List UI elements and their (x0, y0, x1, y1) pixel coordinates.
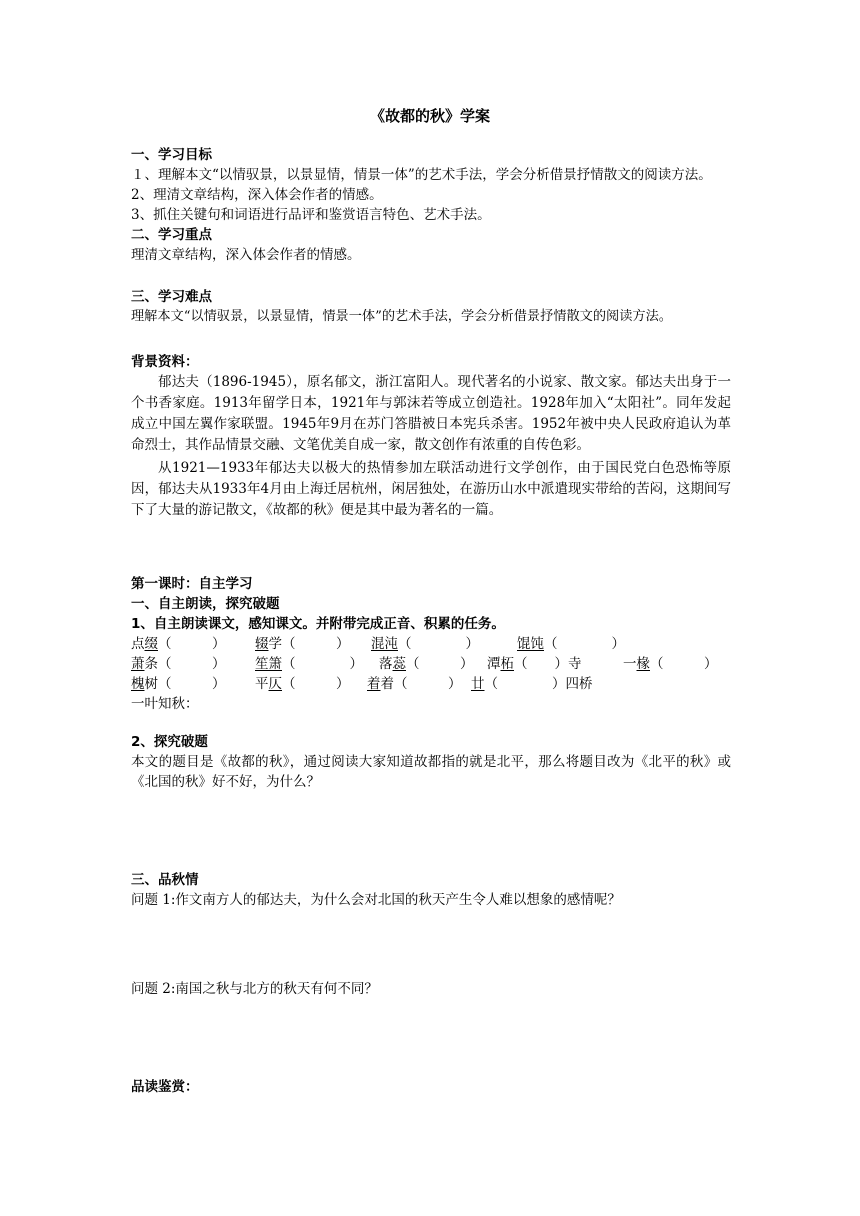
section3 (131, 870, 731, 910)
document-title: 《故都的秋》学案 (369, 107, 490, 125)
lesson1-sub2: 2、探究破题 (131, 734, 208, 750)
section3-q2-block (131, 979, 731, 999)
goals-heading: 一、学习目标 (131, 147, 212, 163)
background-section (131, 352, 731, 521)
vocab-idiom: 一叶知秋： (131, 696, 199, 712)
lesson1-sub2-text: 本文的题目是《故都的秋》，通过阅读大家知道故都指的就是北平，那么将题目改为《北平的秋》或《北国的秋》好不好，为什么？ (131, 754, 731, 790)
vocab-item: 馄饨（ ） (517, 636, 625, 652)
goal-item-1: １、理解本文“以情驭景，以景显情，情景一体”的艺术手法，学会分析借景抒情散文的阅读方法。 (131, 167, 712, 183)
vocab-row-1 (131, 634, 731, 654)
vocab-item: 槐树（ ） (131, 676, 226, 692)
appreciation-block (131, 1077, 731, 1097)
section3-question-2: 问题 2:南国之秋与北方的秋天有何不同？ (131, 981, 378, 997)
section3-heading: 三、品秋情 (131, 872, 199, 888)
goal-item-2: 2、理清文章结构，深入体会作者的情感。 (131, 187, 383, 203)
vocab-item: 萧条（ ） (131, 656, 226, 672)
vocab-row-3 (131, 674, 731, 694)
difficulty-section (131, 287, 731, 327)
lesson1-section (131, 574, 731, 714)
vocab-item: 一椽（ ） (623, 656, 718, 672)
background-heading: 背景资料： (131, 354, 199, 370)
goals-section (131, 145, 731, 265)
lesson1-heading: 第一课时：自主学习 (131, 576, 253, 592)
background-paragraph-1: 郁达夫（1896-1945），原名郁文，浙江富阳人。现代著名的小说家、散文家。郁达夫出身于一个书香家庭。1913年留学日本，1921年与郭沫若等成立创造社。1928年加入“太阳社”。同年发起成立中国左翼作家联盟。1945年9月在苏门答腊被日本宪兵杀害。1952年被中央人民政府追认为革命烈士，其作品情景交融、文笔优美自成一家，散文创作有浓重的自传色彩。 (131, 374, 731, 453)
vocab-item: 着着（ ） (367, 676, 462, 692)
background-paragraph-2: 从1921—1933年郁达夫以极大的热情参加左联活动进行文学创作，由于国民党白色恐怖等原因，郁达夫从1933年4月由上海迁居杭州，闲居独处，在游历山水中派遣现实带给的苦闷，这期间写下了大量的游记散文，《故都的秋》便是其中最为著名的一篇。 (131, 460, 731, 518)
difficulty-text: 理解本文“以情驭景，以景显情，情景一体”的艺术手法，学会分析借景抒情散文的阅读方法。 (131, 309, 672, 324)
vocab-item: 落蕊（ ） (379, 656, 474, 672)
vocab-item: 辍学（ ） (255, 636, 350, 652)
vocab-item: 平仄（ ） (255, 676, 350, 692)
key-point-text: 理清文章结构，深入体会作者的情感。 (131, 247, 361, 263)
vocab-item: 混沌（ ） (371, 636, 479, 652)
lesson1-sub1: 一、自主朗读，探究破题 (131, 596, 280, 612)
lesson1-task: 1、自主朗读课文，感知课文。并附带完成正音、积累的任务。 (131, 616, 505, 632)
vocab-item: 笙箫（ ） (255, 656, 363, 672)
vocab-item: 点缀（ ） (131, 636, 226, 652)
vocab-item: 廿（ ）四桥 (471, 676, 593, 692)
goal-item-3: 3、抓住关键句和词语进行品评和鉴赏语言特色、艺术手法。 (131, 207, 491, 223)
key-point-heading: 二、学习重点 (131, 227, 212, 243)
difficulty-heading: 三、学习难点 (131, 289, 212, 305)
vocab-item: 潭柘（ ）寺 (487, 656, 582, 672)
lesson1-explore (131, 732, 731, 792)
appreciation-heading: 品读鉴赏： (131, 1079, 199, 1095)
section3-question-1: 问题 1:作文南方人的郁达夫，为什么会对北国的秋天产生令人难以想象的感情呢？ (131, 892, 621, 908)
vocab-row-2 (131, 654, 731, 674)
